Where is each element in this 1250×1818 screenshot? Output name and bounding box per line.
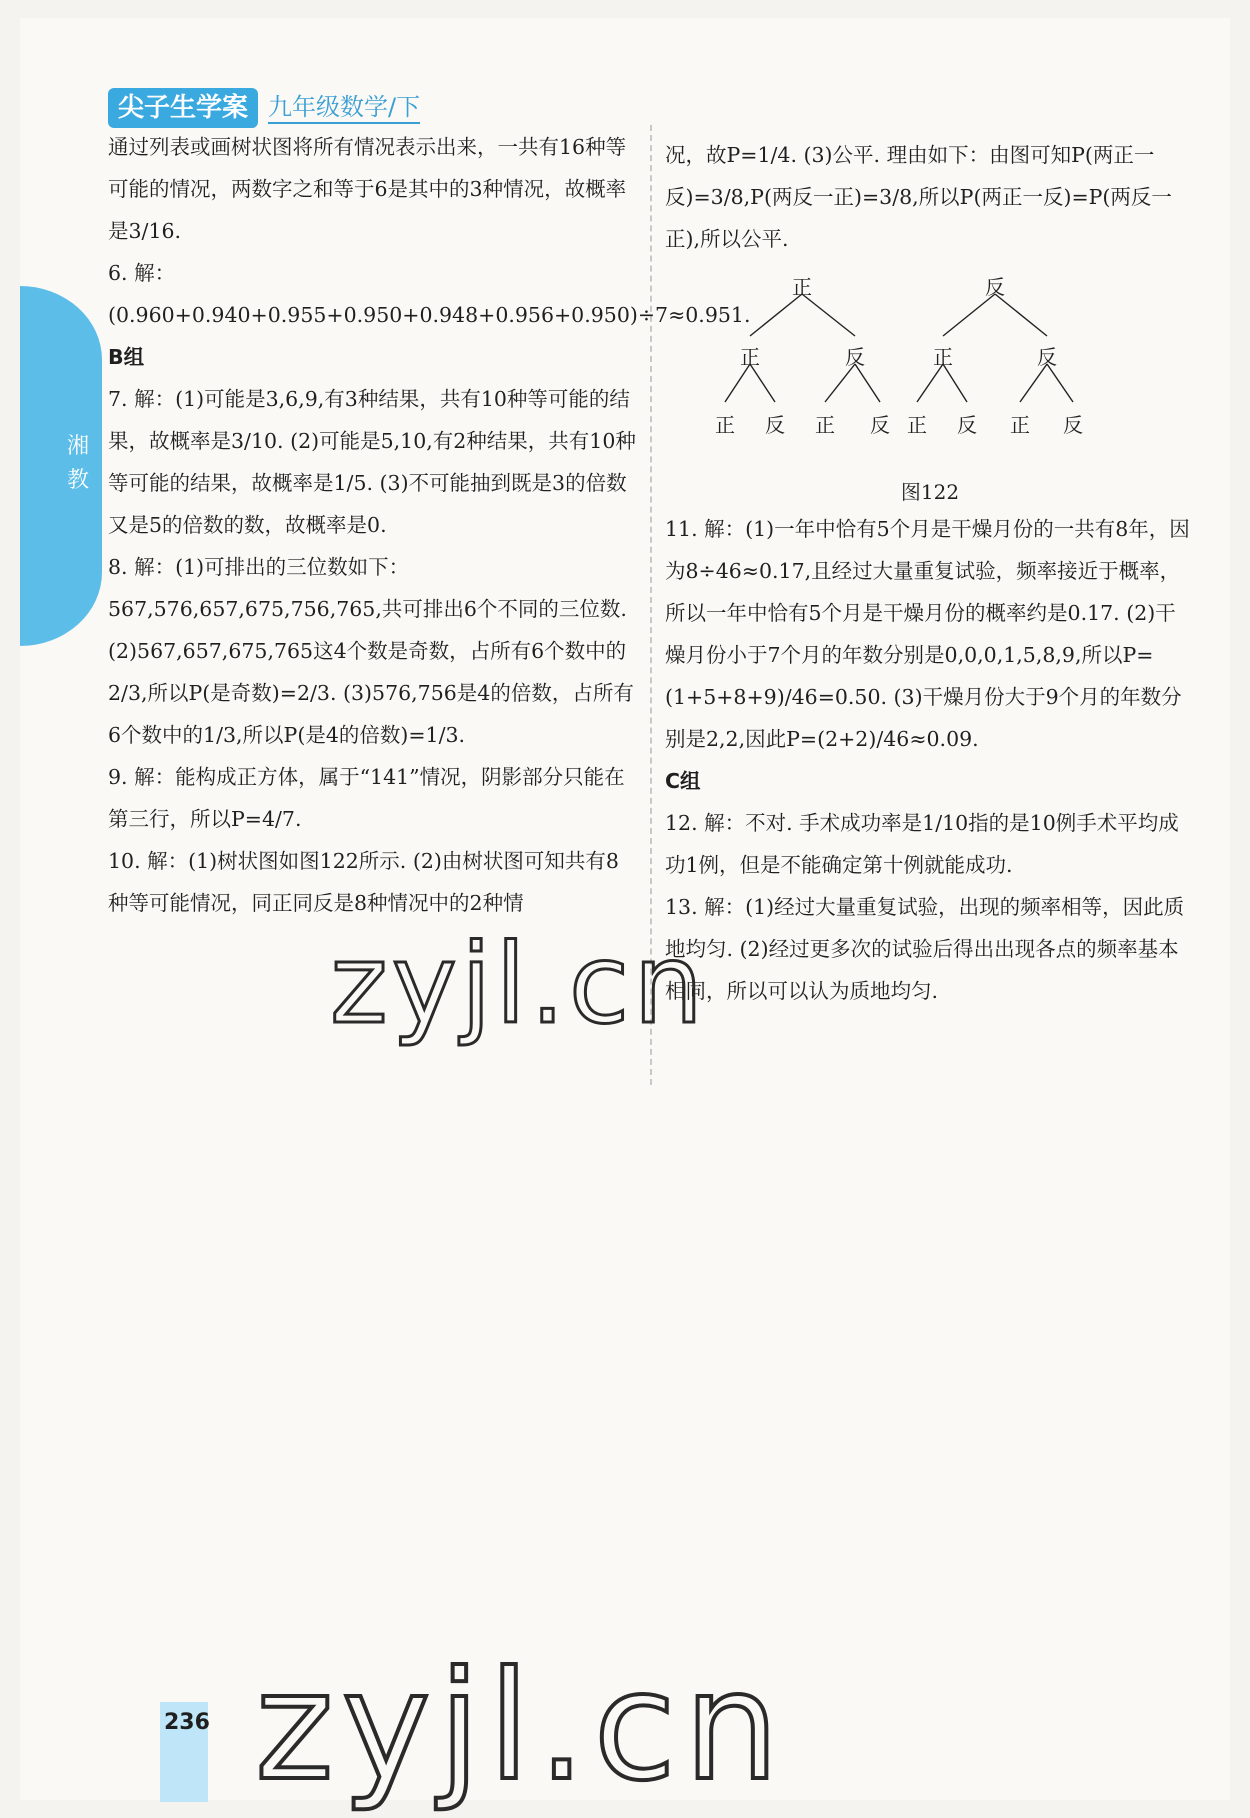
side-tab-char-1: 湘 — [66, 434, 89, 459]
tree-l3-7: 正 — [1010, 413, 1030, 437]
page-number: 236 — [164, 1710, 210, 1735]
answer-8: 8. 解：(1)可排出的三位数如下：567,576,657,675,756,765,共可排出6个不同的三位数. (2)567,657,675,765这4个数是奇数，占所有6个数中的2/3,所以P(是奇数)=2/3. (3)576,756是4的倍数，占所有6个数中的1/3,所以P(是4的倍数)=1/3. — [108, 555, 634, 747]
answer-10: 10. 解：(1)树状图如图122所示. (2)由树状图可知共有8种等可能情况，同正同反是8种情况中的2种情 — [108, 849, 619, 915]
watermark-bottom: zyjl.cn — [255, 1640, 788, 1814]
right-column — [665, 134, 1195, 1012]
answer-13: 13. 解：(1)经过大量重复试验，出现的频率相等，因此质地均匀. (2)经过更多次的试验后得出出现各点的频率基本相同，所以可以认为质地均匀. — [665, 895, 1185, 1003]
group-b-heading: B组 — [108, 345, 145, 369]
group-c-heading: C组 — [665, 769, 701, 793]
answer-7: 7. 解：(1)可能是3,6,9,有3种结果，共有10种等可能的结果，故概率是3/10. (2)可能是5,10,有2种结果，共有10种等可能的结果，故概率是1/5. (3)不可能抽到既是3的倍数又是5的倍数的数，故概率是0. — [108, 387, 636, 537]
tree-l2-4: 反 — [1037, 345, 1057, 369]
tree-l2-1: 正 — [740, 345, 760, 369]
answer-6: 6. 解：(0.960+0.940+0.955+0.950+0.948+0.956+0.950)÷7≈0.951. — [108, 261, 751, 327]
brand-title: 尖子生学案 — [108, 88, 258, 128]
side-tab-char-2: 教 — [66, 468, 89, 493]
tree-l2-2: 反 — [845, 345, 865, 369]
tree-l2-3: 正 — [933, 345, 953, 369]
watermark-middle: zyjl.cn — [330, 920, 708, 1048]
answer-10-continued: 况，故P=1/4. (3)公平. 理由如下：由图可知P(两正一反)=3/8,P(两反一正)=3/8,所以P(两正一反)=P(两反一正),所以公平. — [665, 143, 1172, 251]
tree-caption: 图122 — [900, 480, 960, 504]
answer-9: 9. 解：能构成正方体，属于“141”情况，阴影部分只能在第三行，所以P=4/7. — [108, 765, 625, 831]
tree-l3-1: 正 — [715, 413, 735, 437]
tree-root-right: 反 — [985, 275, 1005, 299]
answer-11: 11. 解：(1)一年中恰有5个月是干燥月份的一共有8年，因为8÷46≈0.17,且经过大量重复试验，频率接近于概率，所以一年中恰有5个月是干燥月份的概率约是0.17. (2)干燥月份小于7个月的年数分别是0,0,0,1,5,8,9,所以P=(1+5+8+9)/46=0.50. (3)干燥月份大于9个月的年数分别是2,2,因此P=(2+2)/46≈0.09. — [665, 517, 1190, 751]
answer-5-continued: 通过列表或画树状图将所有情况表示出来，一共有16种等可能的情况，两数字之和等于6是其中的3种情况，故概率是3/16. — [108, 135, 627, 243]
book-subtitle: 九年级数学/下 — [268, 92, 420, 124]
answer-12: 12. 解：不对. 手术成功率是1/10指的是10例手术平均成功1例，但是不能确定第十例就能成功. — [665, 811, 1179, 877]
side-tab-label — [58, 430, 98, 498]
tree-l3-6: 反 — [957, 413, 977, 437]
tree-l3-4: 反 — [870, 413, 890, 437]
tree-l3-5: 正 — [907, 413, 927, 437]
tree-diagram — [695, 266, 1165, 476]
tree-root-left: 正 — [792, 275, 812, 299]
tree-l3-3: 正 — [815, 413, 835, 437]
tree-l3-8: 反 — [1063, 413, 1083, 437]
tree-l3-2: 反 — [765, 413, 785, 437]
